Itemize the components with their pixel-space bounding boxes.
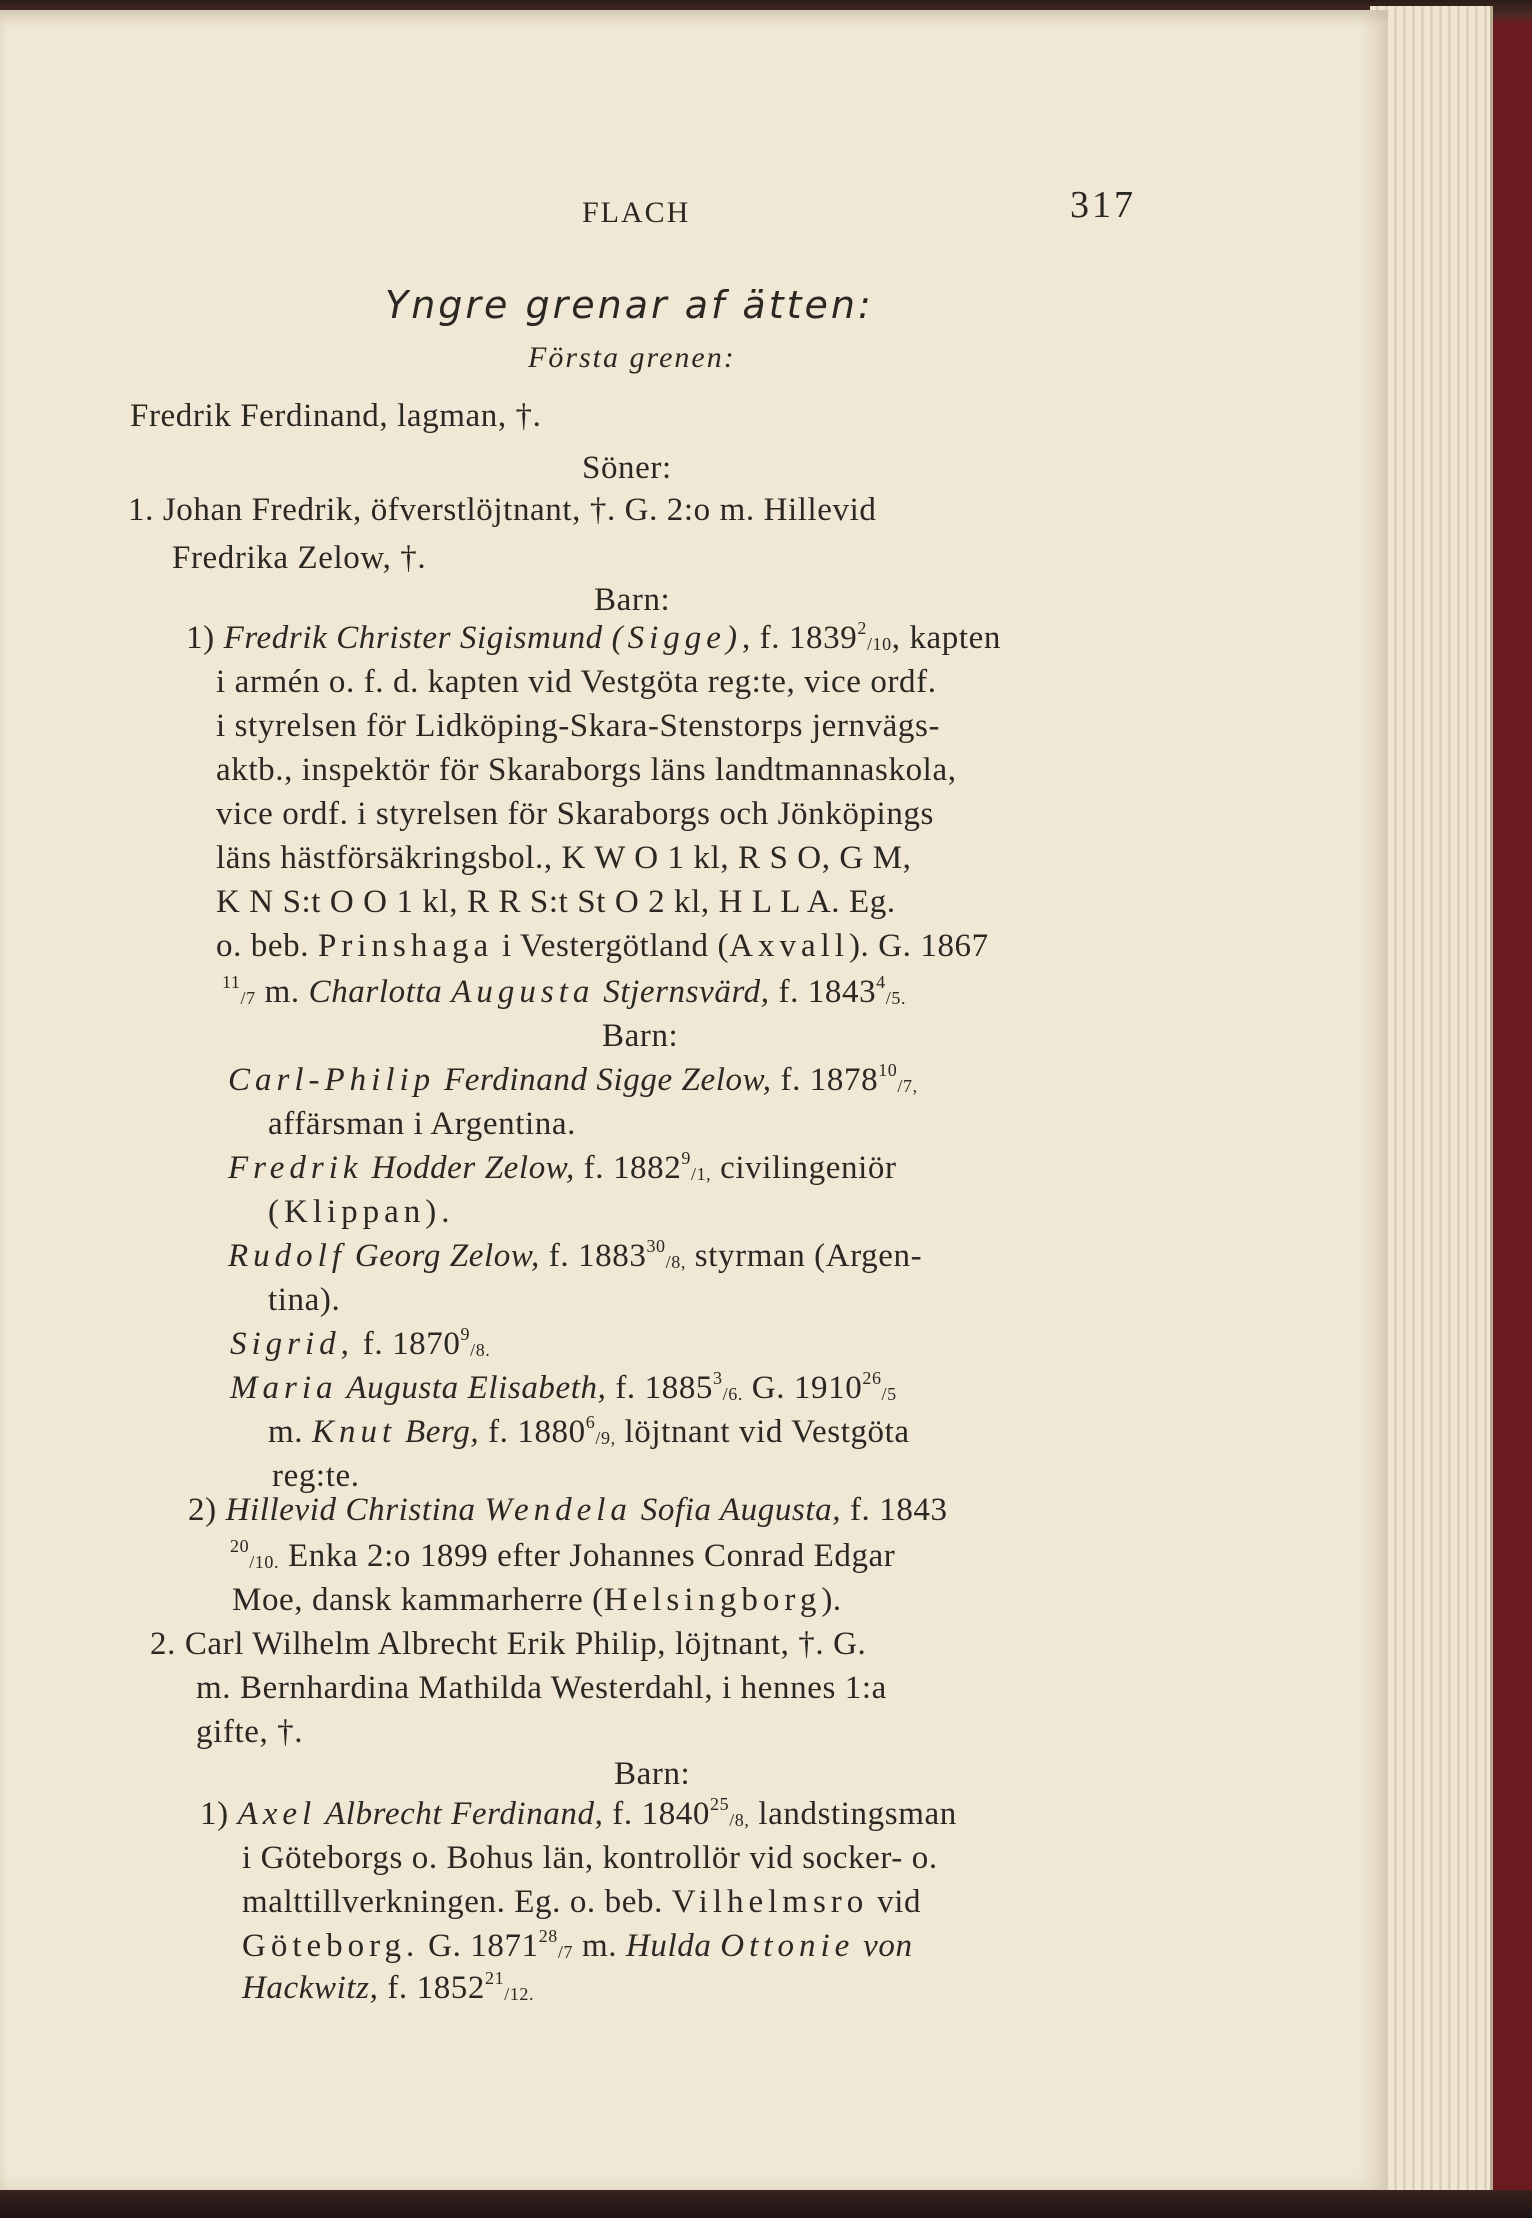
text-fragment: m. [573,1928,618,1964]
nickname: (Sigge) [611,620,742,656]
person-name: Fredrik [228,1150,363,1186]
text-fragment: Carl Wilhelm Albrecht Erik Philip, löjtnant, †. G. [184,1626,867,1662]
section-title: Yngre grenar af ätten: [385,283,874,327]
date-sup: 2 [857,618,867,638]
page-number: 317 [1070,184,1136,226]
text-line: Fredrika Zelow, †. [172,540,427,576]
text-fragment: ). [821,1582,842,1618]
date-sup: 4 [876,972,886,992]
date-sup: 6 [585,1412,596,1432]
person-name: Ferdinand Sigge Zelow, [444,1062,772,1098]
date-sub: /10. [249,1552,280,1572]
text-line [242,1926,913,1964]
text-line [200,1794,957,1832]
text-fragment: f. 1880 [479,1414,586,1450]
person-name: Maria [230,1370,338,1406]
date-sub: /10 [866,634,892,654]
text-fragment: m. [255,974,300,1010]
date-sub: /5. [885,988,907,1008]
text-fragment: f. 1882 [574,1150,682,1186]
date-sub: /6. [722,1384,743,1404]
text-line [150,1628,866,1661]
date-sup: 3 [713,1368,723,1388]
date-sup: 10 [878,1060,898,1080]
page-stack-edge [1370,6,1493,2196]
person-name: Charlotta [308,974,443,1010]
date-sup: 30 [646,1236,666,1256]
person-name: Berg, [405,1414,480,1450]
person-name: Fredrik Christer Sigismund [223,620,603,656]
date-sub: /8. [470,1340,491,1360]
date-sub: /9, [595,1428,616,1448]
text-line [242,1886,921,1919]
text-fragment: landstingsman [749,1796,957,1832]
person-name: Stjernsvärd, [603,974,770,1010]
text-fragment: f. 1843 [841,1492,948,1528]
text-fragment: löjtnant vid Vestgöta [615,1414,910,1450]
text-line: affärsman i Argentina. [268,1106,576,1142]
person-name: Sigrid, [230,1326,354,1362]
text-line: tina). [268,1282,341,1318]
date-sub: /7 [557,1942,574,1962]
date-sup: 25 [710,1794,730,1814]
person-name: Rudolf [228,1238,346,1274]
person-name: Wendela [484,1492,632,1528]
text-line: aktb., inspektör för Skaraborgs läns landtmannaskola, [216,752,957,788]
text-line [216,930,989,963]
text-line: i Göteborgs o. Bohus län, kontrollör vid socker- o. [242,1840,938,1876]
date-sup: 11 [222,972,241,992]
list-number: 2) [188,1492,217,1528]
list-number: 2. [150,1626,176,1662]
text-fragment: f. 1870 [353,1326,461,1362]
text-line [230,1536,896,1574]
date-sup: 9 [681,1148,691,1168]
text-fragment: f. 1852 [378,1970,486,2006]
book-cover-bottom-edge [0,2190,1532,2218]
text-line: K N S:t O O 1 kl, R R S:t St O 2 kl, H L L A. Eg. [216,884,896,920]
text-line [228,1236,923,1274]
text-fragment: f. 1885 [606,1370,714,1406]
place-name: Helsingborg [603,1582,822,1618]
estate-name: Vilhelmsro [671,1884,869,1920]
text-line: i armén o. f. d. kapten vid Vestgöta reg:te, vice ordf. [216,664,937,700]
subsection-title: Första grenen: [528,341,736,374]
text-line [242,1968,535,2006]
text-line [186,618,1002,656]
text-line: Söner: [582,450,672,486]
text-fragment: civilingeniör [711,1150,897,1186]
date-sub: /7, [897,1076,918,1096]
text-fragment: f. 1883 [539,1238,647,1274]
text-fragment: f. 1878 [771,1062,879,1098]
person-name: Augusta [451,974,595,1010]
date-sup: 9 [460,1324,471,1344]
text-fragment: malttillverkningen. Eg. o. beb. [242,1884,663,1920]
place-name: Axvall [729,928,849,964]
text-line: vice ordf. i styrelsen för Skaraborgs och Jönköpings [216,796,934,832]
text-fragment: f. 1843 [769,974,877,1010]
text-fragment: styrman (Argen- [685,1238,923,1274]
text-line [268,1412,910,1450]
text-fragment: Moe, dansk kammarherre ( [232,1582,604,1618]
date-sub: /12. [504,1984,535,2004]
text-line: läns hästförsäkringsbol., K W O 1 kl, R S O, G M, [216,840,912,876]
text-line: (Klippan). [268,1194,455,1230]
text-line: Fredrik Ferdinand, lagman, †. [130,398,542,434]
date-sub: /1, [690,1164,712,1184]
date-sup: 21 [485,1968,505,1988]
date-sub: /8, [729,1810,750,1830]
text-fragment: m. [268,1414,304,1450]
text-fragment: G. 1871 [419,1928,539,1964]
person-name: Ottonie [720,1928,855,1964]
person-name: Hillevid Christina [225,1492,476,1528]
text-fragment: i Vestergötland ( [501,928,730,964]
text-fragment: , f. 1839 [741,620,858,656]
person-name: Hulda [625,1928,712,1964]
page-text-block [0,10,1388,2190]
list-number: 1) [200,1796,229,1832]
text-line: reg:te. [272,1458,360,1494]
text-line: m. Bernhardina Mathilda Westerdahl, i hennes 1:a [196,1670,887,1706]
list-number: 1. [128,492,154,528]
text-line: Barn: [602,1018,679,1054]
person-name: Albrecht Ferdinand, [325,1796,604,1832]
text-fragment: Enka 2:o 1899 efter Johannes Conrad Edgar [279,1538,896,1574]
date-sub: /5 [881,1384,897,1404]
person-name: Hackwitz, [242,1970,379,2006]
text-line: Barn: [594,582,671,618]
text-fragment: Johan Fredrik, öfverstlöjtnant, †. G. 2:o m. Hillevid [162,492,877,528]
person-name: Axel [237,1796,317,1832]
text-fragment: , kapten [891,620,1002,656]
book-page [0,10,1388,2190]
date-sub: /7 [240,988,256,1008]
text-line: i styrelsen för Lidköping-Skara-Stenstorps jernvägs- [216,708,941,744]
text-line [228,1148,897,1186]
person-name: von [863,1928,913,1964]
person-name: Knut [311,1414,397,1450]
text-line [230,1368,897,1406]
person-name: Georg Zelow, [354,1238,540,1274]
date-sub: /8, [665,1252,686,1272]
text-line [232,1584,842,1617]
text-line [222,972,907,1010]
person-name: Augusta Elisabeth, [346,1370,607,1406]
date-sup: 20 [230,1536,250,1556]
list-number: 1) [186,620,215,656]
text-line [128,494,877,527]
text-line [230,1324,491,1362]
place-name: Göteborg. [242,1928,420,1964]
date-sup: 28 [538,1926,558,1946]
text-line: gifte, †. [196,1714,304,1750]
text-fragment: ). G. 1867 [848,928,989,964]
text-fragment: vid [868,1884,922,1920]
running-head: FLACH [582,196,691,229]
text-line [188,1494,948,1527]
date-sup: 26 [862,1368,882,1388]
text-line [228,1060,918,1098]
text-fragment: G. 1910 [742,1370,863,1406]
text-fragment: f. 1840 [603,1796,710,1832]
person-name: Carl-Philip [228,1062,436,1098]
person-name: Hodder Zelow, [371,1150,575,1186]
text-fragment: o. beb. [216,928,310,964]
estate-name: Prinshaga [317,928,494,964]
text-line: Barn: [614,1756,691,1792]
person-name: Sofia Augusta, [640,1492,842,1528]
